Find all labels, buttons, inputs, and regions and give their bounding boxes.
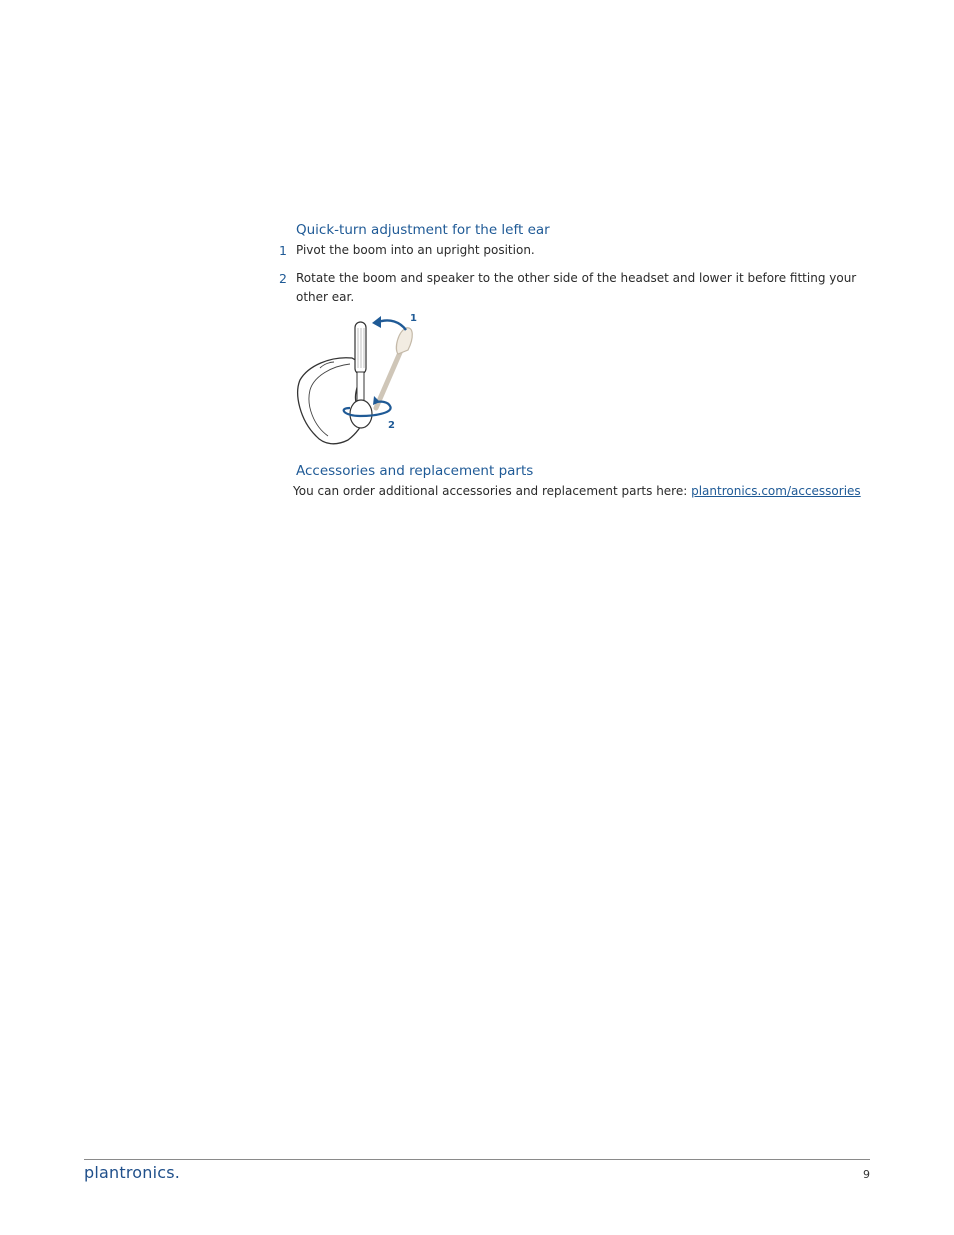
footer-divider <box>84 1159 870 1160</box>
earbud <box>350 400 372 428</box>
step-text: Pivot the boom into an upright position. <box>296 243 535 257</box>
boom-upright-tip <box>355 322 366 374</box>
accessories-paragraph <box>293 483 861 500</box>
pivot-arrow-1 <box>378 320 406 330</box>
plantronics-logo: plantronics. <box>84 1163 181 1182</box>
accessories-link[interactable]: plantronics.com/accessories <box>691 484 861 498</box>
headset-illustration <box>290 308 440 452</box>
accessories-text: You can order additional accessories and replacement parts here: <box>293 484 692 498</box>
illustration-label-2: 2 <box>388 420 395 431</box>
illustration-label-1: 1 <box>410 313 417 324</box>
section-title-quick-turn: Quick-turn adjustment for the left ear <box>296 222 550 238</box>
boom-tip-faded <box>396 328 412 354</box>
boom-faded <box>376 348 402 408</box>
page-number: 9 <box>863 1168 870 1181</box>
step-number: 2 <box>279 271 287 286</box>
section-title-accessories: Accessories and replacement parts <box>296 463 534 479</box>
step-text: Rotate the boom and speaker to the other side of the headset and lower it before fitting your other ear. <box>296 271 857 304</box>
step-number: 1 <box>279 243 287 258</box>
pivot-arrowhead-1 <box>372 316 381 328</box>
